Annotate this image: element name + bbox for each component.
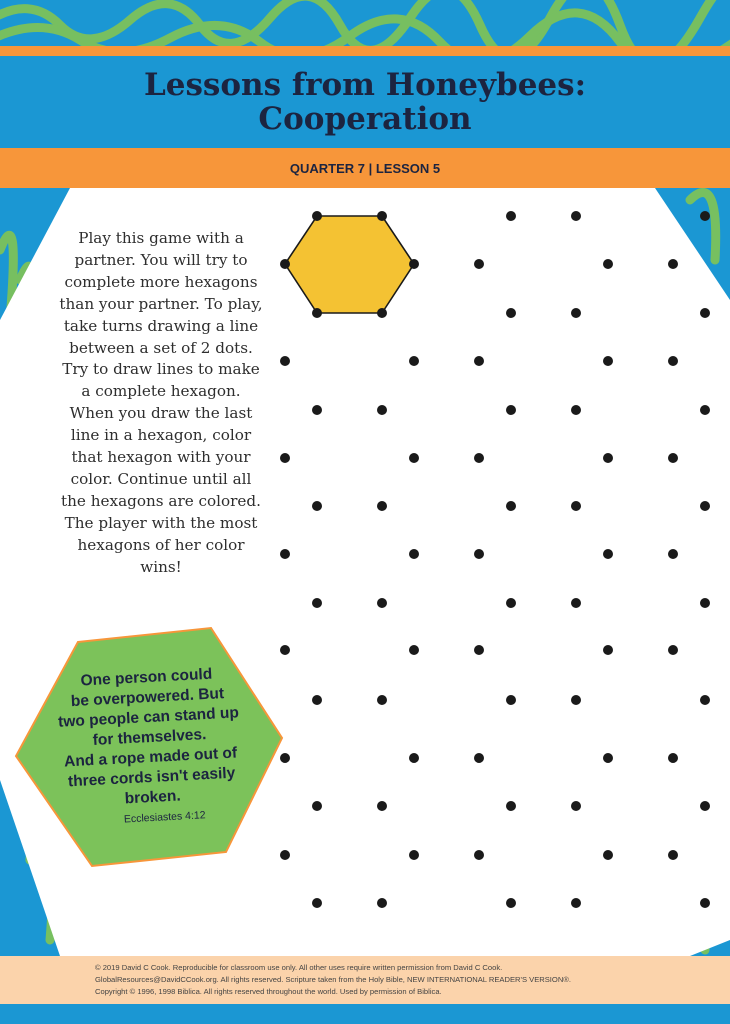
grid-dot[interactable] bbox=[506, 898, 516, 908]
grid-dot[interactable] bbox=[474, 259, 484, 269]
grid-dot[interactable] bbox=[603, 453, 613, 463]
grid-dot[interactable] bbox=[474, 549, 484, 559]
quote-line: be overpowered. But bbox=[70, 685, 225, 711]
lesson-subtitle: QUARTER 7 | LESSON 5 bbox=[289, 160, 441, 176]
grid-dot[interactable] bbox=[280, 259, 290, 269]
grid-dot[interactable] bbox=[700, 898, 710, 908]
grid-dot[interactable] bbox=[603, 753, 613, 763]
grid-dot[interactable] bbox=[409, 259, 419, 269]
grid-dot[interactable] bbox=[280, 453, 290, 463]
grid-dot[interactable] bbox=[377, 898, 387, 908]
grid-dot[interactable] bbox=[506, 501, 516, 511]
grid-dot[interactable] bbox=[668, 850, 678, 860]
grid-dot[interactable] bbox=[409, 645, 419, 655]
grid-dot[interactable] bbox=[377, 695, 387, 705]
grid-dot[interactable] bbox=[409, 753, 419, 763]
grid-dot[interactable] bbox=[700, 801, 710, 811]
title-line-2: Cooperation bbox=[258, 101, 472, 137]
grid-dot[interactable] bbox=[312, 211, 322, 221]
grid-dot[interactable] bbox=[700, 501, 710, 511]
grid-dot[interactable] bbox=[280, 753, 290, 763]
grid-dot[interactable] bbox=[700, 308, 710, 318]
grid-dot[interactable] bbox=[280, 850, 290, 860]
title-line-1: Lessons from Honeybees: bbox=[143, 67, 587, 103]
grid-dot[interactable] bbox=[312, 898, 322, 908]
grid-dot[interactable] bbox=[312, 308, 322, 318]
grid-dot[interactable] bbox=[603, 850, 613, 860]
grid-dot[interactable] bbox=[506, 695, 516, 705]
grid-dot[interactable] bbox=[377, 598, 387, 608]
grid-dot[interactable] bbox=[312, 405, 322, 415]
grid-dot[interactable] bbox=[409, 453, 419, 463]
copyright-line-1: © 2019 David C Cook. Reproducible for classroom use only. All other uses require written permission from David C Cook. bbox=[95, 963, 503, 972]
copyright-line-3: Copyright © 1996, 1998 Biblica. All rights reserved throughout the world. Used by permission of Biblica. bbox=[95, 987, 442, 996]
grid-dot[interactable] bbox=[668, 753, 678, 763]
grid-dot[interactable] bbox=[668, 549, 678, 559]
quote-line: broken. bbox=[124, 787, 182, 808]
grid-dot[interactable] bbox=[571, 405, 581, 415]
grid-dot[interactable] bbox=[700, 211, 710, 221]
grid-dot[interactable] bbox=[668, 645, 678, 655]
grid-dot[interactable] bbox=[571, 308, 581, 318]
quote-line: three cords isn't easily bbox=[67, 764, 236, 791]
grid-dot[interactable] bbox=[474, 453, 484, 463]
grid-dot[interactable] bbox=[506, 598, 516, 608]
example-filled-hexagon bbox=[285, 216, 414, 313]
grid-dot[interactable] bbox=[603, 356, 613, 366]
grid-dot[interactable] bbox=[571, 211, 581, 221]
grid-dot[interactable] bbox=[700, 695, 710, 705]
grid-dot[interactable] bbox=[409, 850, 419, 860]
quote-line: two people can stand up bbox=[57, 704, 240, 731]
grid-dot[interactable] bbox=[377, 308, 387, 318]
grid-dot[interactable] bbox=[377, 501, 387, 511]
grid-dot[interactable] bbox=[571, 801, 581, 811]
grid-dot[interactable] bbox=[571, 501, 581, 511]
grid-dot[interactable] bbox=[571, 898, 581, 908]
grid-dot[interactable] bbox=[668, 259, 678, 269]
grid-dot[interactable] bbox=[312, 501, 322, 511]
quote-line: And a rope made out of bbox=[63, 744, 238, 771]
grid-dot[interactable] bbox=[474, 356, 484, 366]
quote-line: One person could bbox=[80, 665, 213, 690]
grid-dot[interactable] bbox=[377, 801, 387, 811]
grid-dot[interactable] bbox=[603, 645, 613, 655]
grid-dot[interactable] bbox=[700, 405, 710, 415]
grid-dot[interactable] bbox=[571, 695, 581, 705]
grid-dot[interactable] bbox=[409, 356, 419, 366]
grid-dot[interactable] bbox=[312, 695, 322, 705]
grid-dot[interactable] bbox=[280, 356, 290, 366]
grid-dot[interactable] bbox=[474, 850, 484, 860]
quote-line: for themselves. bbox=[92, 726, 207, 749]
grid-dot[interactable] bbox=[506, 801, 516, 811]
grid-dot[interactable] bbox=[312, 801, 322, 811]
game-instructions: Play this game with a partner. You will try to complete more hexagons than your partner. To play, take turns drawing a line between a set of 2 dots. Try to draw lines to make a complete hexagon. When you draw the last line in a hexagon, color that hexagon with your color. Continue until all the hexagons are colored. The player with the most hexagons of her color wins! bbox=[59, 229, 263, 576]
copyright-line-2: GlobalResources@DavidCCook.org. All rights reserved. Scripture taken from the Holy Bible, NEW INTERNATIONAL READER'S VERSION®. bbox=[95, 975, 572, 984]
grid-dot[interactable] bbox=[474, 645, 484, 655]
copyright-notice bbox=[95, 962, 715, 998]
grid-dot[interactable] bbox=[377, 405, 387, 415]
grid-dot[interactable] bbox=[506, 405, 516, 415]
grid-dot[interactable] bbox=[377, 211, 387, 221]
grid-dot[interactable] bbox=[280, 549, 290, 559]
grid-dot[interactable] bbox=[506, 308, 516, 318]
grid-dot[interactable] bbox=[312, 598, 322, 608]
grid-dot[interactable] bbox=[571, 598, 581, 608]
grid-dot[interactable] bbox=[506, 211, 516, 221]
grid-dot[interactable] bbox=[700, 598, 710, 608]
grid-dot[interactable] bbox=[668, 356, 678, 366]
grid-dot[interactable] bbox=[603, 259, 613, 269]
grid-dot[interactable] bbox=[280, 645, 290, 655]
grid-dot[interactable] bbox=[668, 453, 678, 463]
grid-dot[interactable] bbox=[603, 549, 613, 559]
grid-dot[interactable] bbox=[474, 753, 484, 763]
grid-dot[interactable] bbox=[409, 549, 419, 559]
quote-reference: Ecclesiastes 4:12 bbox=[123, 809, 206, 826]
